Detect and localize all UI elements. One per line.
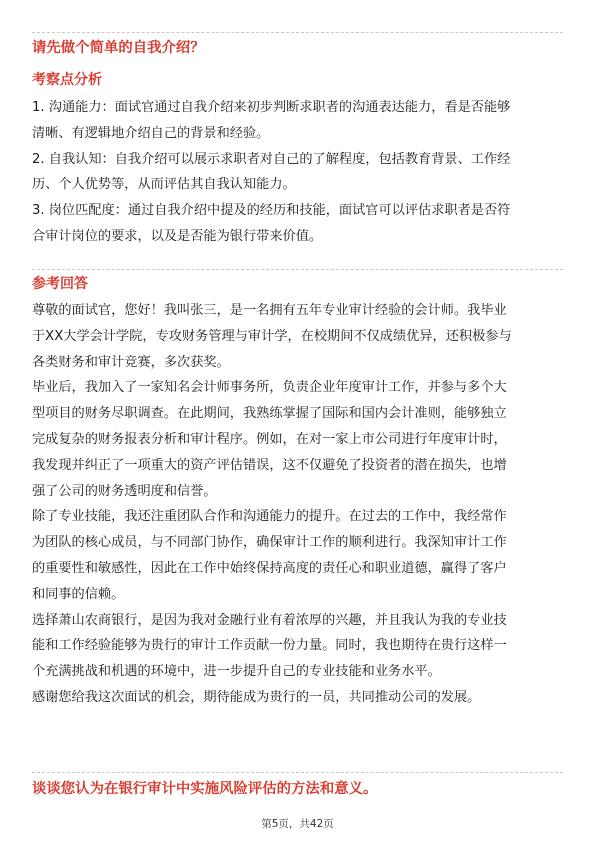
answer-paragraph-2 (32, 375, 563, 504)
answer-section (32, 298, 563, 711)
answer-paragraph-1 (32, 298, 563, 375)
answer-heading: 参考回答 (32, 276, 88, 292)
text-line: 各类财务和审计竞赛，多次获奖。 (32, 354, 230, 370)
answer-paragraph-3 (32, 504, 563, 607)
analysis-heading: 考察点分析 (32, 72, 102, 88)
analysis-point-3 (32, 198, 563, 250)
analysis-point-2 (32, 147, 563, 199)
text-line: 型项目的财务尽职调查。在此期间，我熟练掌握了国际和国内会计准则，能够独立 (32, 406, 507, 422)
text-line: 感谢您给我这次面试的机会，期待能成为贵行的一员，共同推动公司的发展。 (32, 689, 481, 705)
top-divider (32, 32, 563, 33)
text-line: 强了公司的财务透明度和信誉。 (32, 483, 217, 499)
analysis-section (32, 95, 563, 250)
text-line: 1. 沟通能力：面试官通过自我介绍来初步判断求职者的沟通表达能力，看是否能够 (32, 100, 511, 115)
text-line: 于XX大学会计学院，专攻财务管理与审计学，在校期间不仅成绩优异，还积极参与 (32, 328, 512, 344)
analysis-point-1 (32, 95, 563, 147)
text-line: 合审计岗位的要求，以及是否能为银行带来价值。 (32, 228, 323, 244)
bottom-divider (32, 772, 563, 773)
text-line: 能和工作经验能够为贵行的审计工作贡献一份力量。同时，我也期待在贵行这样一 (32, 638, 507, 654)
text-line: 尊敬的面试官，您好！我叫张三，是一名拥有五年专业审计经验的会计师。我毕业 (32, 303, 507, 318)
question-title: 请先做个简单的自我介绍？ (32, 40, 205, 56)
text-line: 3. 岗位匹配度：通过自我介绍中提及的经历和技能，面试官可以评估求职者是否符 (32, 203, 511, 219)
section-divider (32, 269, 563, 270)
page-number: 第5页，共42页 (261, 818, 334, 830)
next-question-title: 谈谈您认为在银行审计中实施风险评估的方法和意义。 (32, 781, 378, 797)
answer-paragraph-5 (32, 685, 563, 711)
text-line: 为团队的核心成员，与不同部门协作，确保审计工作的顺利进行。我深知审计工作 (32, 535, 507, 551)
answer-paragraph-4 (32, 608, 563, 685)
text-line: 选择萧山农商银行，是因为我对金融行业有着浓厚的兴趣，并且我认为我的专业技 (32, 612, 507, 628)
text-line: 完成复杂的财务报表分析和审计程序。例如，在对一家上市公司进行年度审计时， (32, 431, 507, 447)
text-line: 和同事的信赖。 (32, 586, 125, 602)
text-line: 的重要性和敏感性，因此在工作中始终保持高度的责任心和职业道德，赢得了客户 (32, 560, 507, 576)
text-line: 毕业后，我加入了一家知名会计师事务所，负责企业年度审计工作，并参与多个大 (32, 380, 507, 396)
text-line: 2. 自我认知：自我介绍可以展示求职者对自己的了解程度，包括教育背景、工作经 (32, 151, 511, 167)
text-line: 我发现并纠正了一项重大的资产评估错误，这不仅避免了投资者的潜在损失，也增 (32, 457, 507, 473)
text-line: 清晰、有逻辑地介绍自己的背景和经验。 (32, 125, 270, 141)
text-line: 历、个人优势等，从而评估其自我认知能力。 (32, 177, 296, 193)
text-line: 除了专业技能，我还注重团队合作和沟通能力的提升。在过去的工作中，我经常作 (32, 509, 507, 525)
text-line: 个充满挑战和机遇的环境中，进一步提升自己的专业技能和业务水平。 (32, 664, 441, 680)
